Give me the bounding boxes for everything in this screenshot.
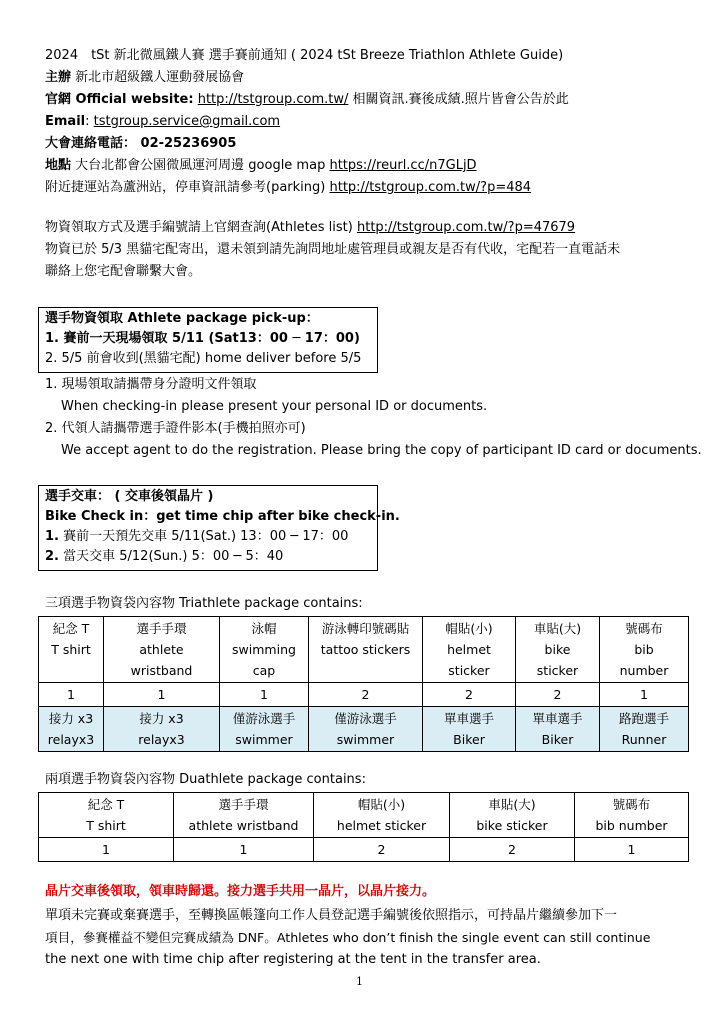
cell-line: helmet	[447, 642, 491, 657]
quantity-cell: 1	[39, 683, 104, 707]
cell-line: 僅游泳選手	[334, 711, 397, 726]
triathlete-header-row	[39, 617, 689, 683]
table-cell	[220, 617, 309, 683]
cell-line: sticker	[536, 663, 579, 678]
cell-line: number	[619, 663, 669, 678]
website-line	[45, 90, 569, 110]
organizer-label: 主辦	[45, 70, 72, 85]
cell-line: tattoo stickers	[320, 642, 411, 657]
bike-checkin-item-2	[39, 547, 377, 567]
chip-notice-line-1: 單項未完賽或棄賽選手，至轉換區帳篷向工作人員登記選手編號後依照指示，可持晶片繼續參加下一	[45, 908, 618, 923]
cell-line: swimmer	[235, 732, 293, 747]
document-title: 2024 tSt 新北微風鐵人賽 選手賽前通知 ( 2024 tSt Breeze Triathlon Athlete Guide)	[45, 48, 564, 63]
pickup-item-1: 1. 賽前一天現場領取 5/11 (Sat13：00 ─ 17：00)	[45, 331, 360, 346]
table-cell	[314, 793, 450, 838]
cell-line: bike sticker	[476, 818, 548, 833]
cell-line	[311, 660, 420, 681]
chip-notice-line-2: 項目，參賽權益不變但完賽成績為 DNF。Athletes who don’t finish the single event can still continue	[45, 930, 651, 945]
email-link[interactable]: tstgroup.service@gmail.com	[93, 114, 281, 129]
cell-line	[41, 660, 101, 681]
pickup-note-1: 1. 現場領取請攜帶身分證明文件領取	[45, 377, 257, 392]
cell-line: 接力 x3	[48, 711, 94, 726]
quantity-cell: 2	[516, 683, 600, 707]
pickup-item-2: 2. 5/5 前會收到(黑貓宅配) home deliver before 5/5	[45, 351, 362, 366]
cell-line: 選手手環	[218, 797, 269, 812]
cell-line: 紀念 T	[87, 797, 125, 812]
email-label: Email	[45, 114, 86, 129]
table-cell	[575, 793, 689, 838]
cell-line: bib number	[595, 818, 668, 833]
quantity-cell: 1	[174, 838, 314, 862]
bike-checkin-item-2-text: 當天交車 5/12(Sun.) 5：00 ─ 5：40	[58, 549, 284, 564]
cell-line: 號碼布	[612, 797, 651, 812]
cell-line: 路跑選手	[618, 711, 669, 726]
quantity-cell: 1	[39, 838, 174, 862]
parking-text: 附近捷運站為蘆洲站，停車資訊請參考(parking)	[45, 180, 330, 195]
duathlete-quantity-row	[39, 838, 689, 862]
cell-line: relayx3	[138, 732, 185, 747]
pickup-note-2-en: We accept agent to do the registration. Please bring the copy of participant ID card or documents.	[61, 443, 702, 458]
bike-checkin-subtitle: Bike Check in：get time chip after bike check-in.	[45, 509, 400, 524]
cell-line: cap	[252, 663, 276, 678]
relay-cell	[309, 707, 423, 752]
athletes-list-line	[45, 218, 575, 238]
cell-line: 接力 x3	[139, 711, 184, 726]
table-cell	[104, 617, 220, 683]
cell-line: swimmer	[336, 732, 395, 747]
phone-line: 大會連絡電話： 02-25236905	[45, 136, 237, 151]
cell-line: 單車選手	[532, 711, 583, 726]
table-cell	[516, 617, 600, 683]
parking-line	[45, 178, 531, 198]
athletes-list-link[interactable]: http://tstgroup.com.tw/?p=47679	[356, 220, 576, 235]
cell-line: 帽貼(小)	[445, 621, 493, 636]
pickup-title: 選手物資領取 Athlete package pick-up：	[45, 311, 319, 326]
cell-line: sticker	[448, 663, 490, 678]
location-text: 大台北都會公園微風運河周邊 google map	[71, 158, 330, 173]
triathlete-package-table	[38, 616, 689, 752]
table-cell	[600, 617, 689, 683]
triathlete-quantity-row	[39, 683, 689, 707]
quantity-cell: 2	[314, 838, 450, 862]
table-cell	[309, 617, 423, 683]
website-note: 相關資訊.賽後成績.照片皆會公告於此	[348, 92, 569, 107]
map-link[interactable]: https://reurl.cc/n7GLjD	[329, 158, 477, 173]
duathlete-package-table	[38, 792, 689, 862]
cell-line: athlete wristband	[188, 818, 299, 833]
organizer-line	[45, 68, 244, 88]
delivery-note-line-2: 聯絡上您宅配會聯繫大會。	[45, 264, 202, 279]
cell-line: helmet sticker	[336, 818, 427, 833]
table-cell	[423, 617, 516, 683]
relay-cell	[220, 707, 309, 752]
location-label: 地點	[45, 158, 72, 173]
cell-line: 號碼布	[625, 621, 663, 636]
bike-checkin-item-1-text: 賽前一天預先交車 5/11(Sat.) 13：00 ─ 17：00	[58, 529, 349, 544]
cell-line: 單車選手	[443, 711, 494, 726]
quantity-cell: 1	[600, 683, 689, 707]
cell-line: athlete	[139, 642, 184, 657]
website-label: 官網 Official website:	[45, 92, 194, 107]
bike-checkin-item-1	[39, 527, 377, 547]
duathlete-caption: 兩項選手物資袋內容物 Duathlete package contains:	[45, 772, 366, 787]
cell-line: Runner	[621, 732, 667, 747]
quantity-cell: 2	[450, 838, 575, 862]
cell-line: bike	[544, 642, 571, 657]
organizer-name: 新北市超級鐵人運動發展協會	[71, 70, 245, 85]
quantity-cell: 1	[220, 683, 309, 707]
relay-cell	[104, 707, 220, 752]
cell-line: 泳帽	[251, 621, 277, 636]
duathlete-header-row	[39, 793, 689, 838]
quantity-cell: 2	[309, 683, 423, 707]
pickup-box	[38, 307, 378, 373]
quantity-cell: 1	[104, 683, 220, 707]
quantity-cell: 1	[575, 838, 689, 862]
quantity-cell: 2	[423, 683, 516, 707]
location-line	[45, 156, 477, 176]
relay-cell	[600, 707, 689, 752]
bike-checkin-item-1-number: 1.	[45, 529, 59, 544]
athletes-list-text: 物資領取方式及選手編號請上官網查詢(Athletes list)	[45, 220, 357, 235]
cell-line: wristband	[130, 663, 193, 678]
pickup-note-2: 2. 代領人請攜帶選手證件影本(手機拍照亦可)	[45, 421, 306, 436]
website-link[interactable]: http://tstgroup.com.tw/	[197, 92, 349, 107]
email-line	[45, 112, 280, 132]
table-cell	[39, 793, 174, 838]
chip-notice-line-3: the next one with time chip after registering at the tent in the transfer area.	[45, 952, 541, 967]
cell-line: swimming	[232, 642, 296, 657]
triathlete-caption: 三項選手物資袋內容物 Triathlete package contains:	[45, 596, 363, 611]
relay-cell	[423, 707, 516, 752]
cell-line: T shirt	[86, 818, 126, 833]
cell-line: T shirt	[51, 642, 91, 657]
cell-line: 帽貼(小)	[357, 797, 406, 812]
triathlete-relay-row	[39, 707, 689, 752]
bike-checkin-title: 選手交車： ( 交車後領晶片 )	[45, 489, 214, 504]
bike-checkin-box	[38, 485, 400, 571]
table-cell	[39, 617, 104, 683]
table-cell	[174, 793, 314, 838]
pickup-note-1-en: When checking-in please present your personal ID or documents.	[61, 399, 488, 414]
delivery-note-line-1: 物資已於 5/3 黑貓宅配寄出，還未領到請先詢問地址處管理員或親友是否有代收，宅配若一直電話未	[45, 242, 621, 257]
cell-line: 車貼(大)	[488, 797, 536, 812]
table-cell	[450, 793, 575, 838]
page-number: 1	[356, 975, 363, 988]
cell-line: 選手手環	[136, 621, 187, 636]
chip-notice-heading: 晶片交車後領取，領車時歸還。接力選手共用一晶片，以晶片接力。	[45, 884, 436, 899]
cell-line: relayx3	[47, 732, 95, 747]
cell-line: 車貼(大)	[533, 621, 582, 636]
email-separator: :	[85, 114, 94, 129]
cell-line: 紀念 T	[52, 621, 90, 636]
cell-line: bib	[634, 642, 654, 657]
parking-link[interactable]: http://tstgroup.com.tw/?p=484	[329, 180, 532, 195]
bike-checkin-item-2-number: 2.	[45, 549, 59, 564]
relay-cell	[516, 707, 600, 752]
cell-line: Biker	[453, 732, 485, 747]
cell-line: Biker	[541, 732, 574, 747]
relay-cell	[39, 707, 104, 752]
cell-line: 游泳轉印號碼貼	[321, 621, 410, 636]
cell-line: 僅游泳選手	[232, 711, 296, 726]
